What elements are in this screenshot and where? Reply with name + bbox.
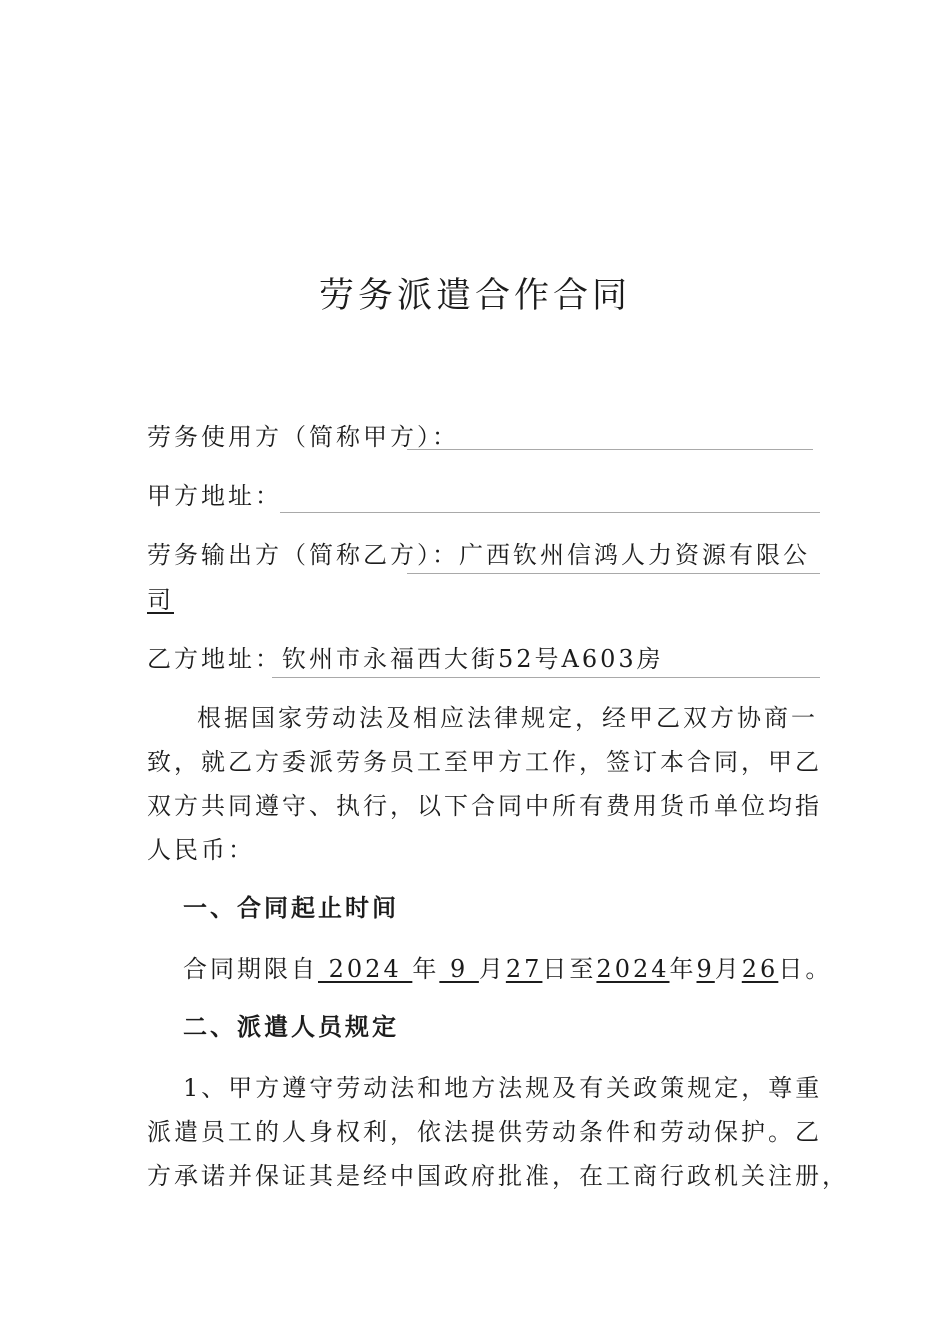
party-b-address-value: 钦州市永福西大街52号A603房 — [282, 645, 664, 673]
section-heading: 一、合同起止时间 — [183, 893, 399, 922]
party-b-address-line — [147, 643, 664, 675]
party-a-fill-line — [407, 449, 813, 450]
term-to-text: 日至 — [542, 955, 597, 983]
term-suffix: 日。 — [778, 955, 833, 983]
term-year-char: 年 — [669, 955, 697, 983]
party-b-line — [147, 539, 810, 571]
party-b-value-continued: 司 — [147, 586, 174, 614]
term-month-char: 月 — [714, 955, 742, 983]
term-end-year: 2024 — [596, 955, 670, 983]
party-b-address-label: 乙方地址： — [147, 645, 282, 673]
party-a-label: 劳务使用方（简称甲方）： — [147, 423, 459, 451]
term-prefix: 合同期限自 — [183, 955, 318, 983]
term-month-char: 月 — [478, 955, 506, 983]
clause-line: 派遣员工的人身权利，依法提供劳动条件和劳动保护。乙 — [147, 1118, 822, 1146]
contract-term-line — [183, 953, 832, 985]
term-start-year: 2024 — [318, 955, 413, 983]
term-year-char: 年 — [412, 955, 440, 983]
section-heading: 二、派遣人员规定 — [183, 1012, 399, 1041]
party-b-line-2 — [147, 584, 174, 616]
intro-paragraph-line: 根据国家劳动法及相应法律规定，经甲乙双方协商一 — [197, 704, 818, 732]
party-b-address-fill-line — [272, 677, 820, 678]
party-b-label: 劳务输出方（简称乙方）： — [147, 541, 459, 569]
intro-paragraph-line: 双方共同遵守、执行，以下合同中所有费用货币单位均指 — [147, 792, 822, 820]
term-end-month: 9 — [696, 955, 715, 983]
party-a-address-line — [147, 480, 282, 512]
clause-line: 1、甲方遵守劳动法和地方法规及有关政策规定，尊重 — [183, 1074, 823, 1102]
party-b-value: 广西钦州信鸿人力资源有限公 — [459, 541, 810, 569]
term-start-day: 27 — [505, 955, 543, 983]
party-b-fill-line — [407, 573, 820, 574]
term-end-day: 26 — [741, 955, 779, 983]
party-a-address-fill-line — [280, 512, 820, 513]
intro-paragraph-line: 致，就乙方委派劳务员工至甲方工作，签订本合同，甲乙 — [147, 748, 822, 776]
term-start-month: 9 — [439, 955, 479, 983]
clause-line: 方承诺并保证其是经中国政府批准，在工商行政机关注册， — [147, 1162, 849, 1190]
party-a-address-label: 甲方地址： — [147, 482, 282, 510]
document-title: 劳务派遣合作合同 — [318, 276, 631, 316]
intro-paragraph-line: 人民币： — [147, 836, 255, 864]
